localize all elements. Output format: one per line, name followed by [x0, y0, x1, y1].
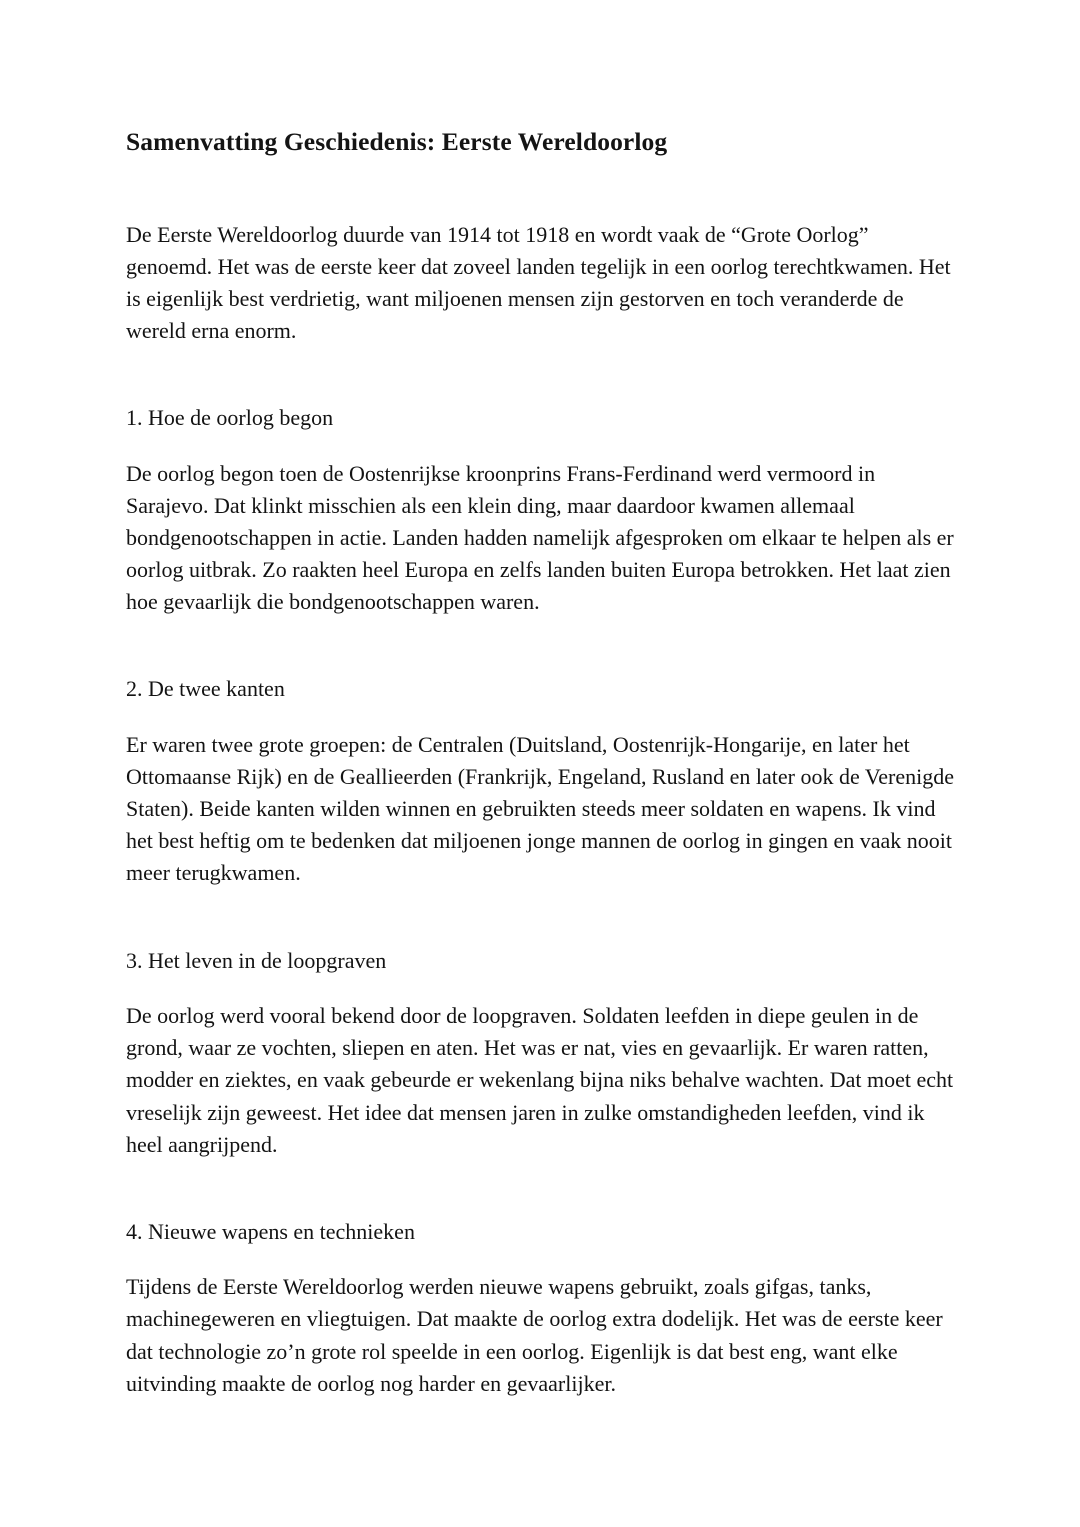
section-1	[126, 404, 956, 618]
section-4	[126, 1218, 956, 1400]
section-1-paragraph: De oorlog begon toen de Oostenrijkse kroonprins Frans-Ferdinand werd vermoord in Sarajevo. Dat klinkt misschien als een klein ding, maar daardoor kwamen allemaal bondgenootschappen in actie. Landen hadden namelijk afgesproken om elkaar te helpen als er oorlog uitbrak. Zo raakten heel Europa en zelfs landen buiten Europa betrokken. Het laat zien hoe gevaarlijk die bondgenootschappen waren.	[126, 460, 954, 615]
section-3-paragraph: De oorlog werd vooral bekend door de loopgraven. Soldaten leefden in diepe geulen in de grond, waar ze vochten, sliepen en aten. Het was er nat, vies en gevaarlijk. Er waren ratten, modder en ziektes, en vaak gebeurde er wekenlang bijna niks behalve wachten. Dat moet echt vreselijk zijn geweest. Het idee dat mensen jaren in zulke omstandigheden leefden, vind ik heel aangrijpend.	[126, 1003, 954, 1157]
section-2-paragraph: Er waren twee grote groepen: de Centralen (Duitsland, Oostenrijk-Hongarije, en later het Ottomaanse Rijk) en de Geallieerden (Frankrijk, Engeland, Rusland en later ook de Verenigde Staten). Beide kanten wilden winnen en gebruikten steeds meer soldaten en wapens. Ik vind het best heftig om te bedenken dat miljoenen jonge mannen de oorlog in gingen en vaak nooit meer terugkwamen.	[126, 732, 954, 886]
section-1-heading: 1. Hoe de oorlog begon	[126, 405, 334, 431]
section-2-heading: 2. De twee kanten	[126, 676, 285, 702]
section-3-heading: 3. Het leven in de loopgraven	[126, 947, 387, 973]
intro-paragraph-block	[126, 219, 956, 347]
section-3	[126, 947, 956, 1161]
section-4-paragraph: Tijdens de Eerste Wereldoorlog werden nieuwe wapens gebruikt, zoals gifgas, tanks, machinegeweren en vliegtuigen. Dat maakte de oorlog extra dodelijk. Het was de eerste keer dat technologie zo’n grote rol speelde in een oorlog. Eigenlijk is dat best eng, want elke uitvinding maakte de oorlog nog harder en gevaarlijker.	[126, 1274, 943, 1396]
intro-paragraph: De Eerste Wereldoorlog duurde van 1914 tot 1918 en wordt vaak de “Grote Oorlog” genoemd. Het was de eerste keer dat zoveel landen tegelijk in een oorlog terechtkwamen. Het is eigenlijk best verdrietig, want miljoenen mensen zijn gestorven en toch veranderde de wereld erna enorm.	[126, 221, 951, 344]
section-4-heading: 4. Nieuwe wapens en technieken	[126, 1218, 415, 1244]
section-2	[126, 675, 956, 889]
document-body	[126, 0, 956, 1400]
page-title: Samenvatting Geschiedenis: Eerste Wereldoorlog	[126, 127, 668, 156]
